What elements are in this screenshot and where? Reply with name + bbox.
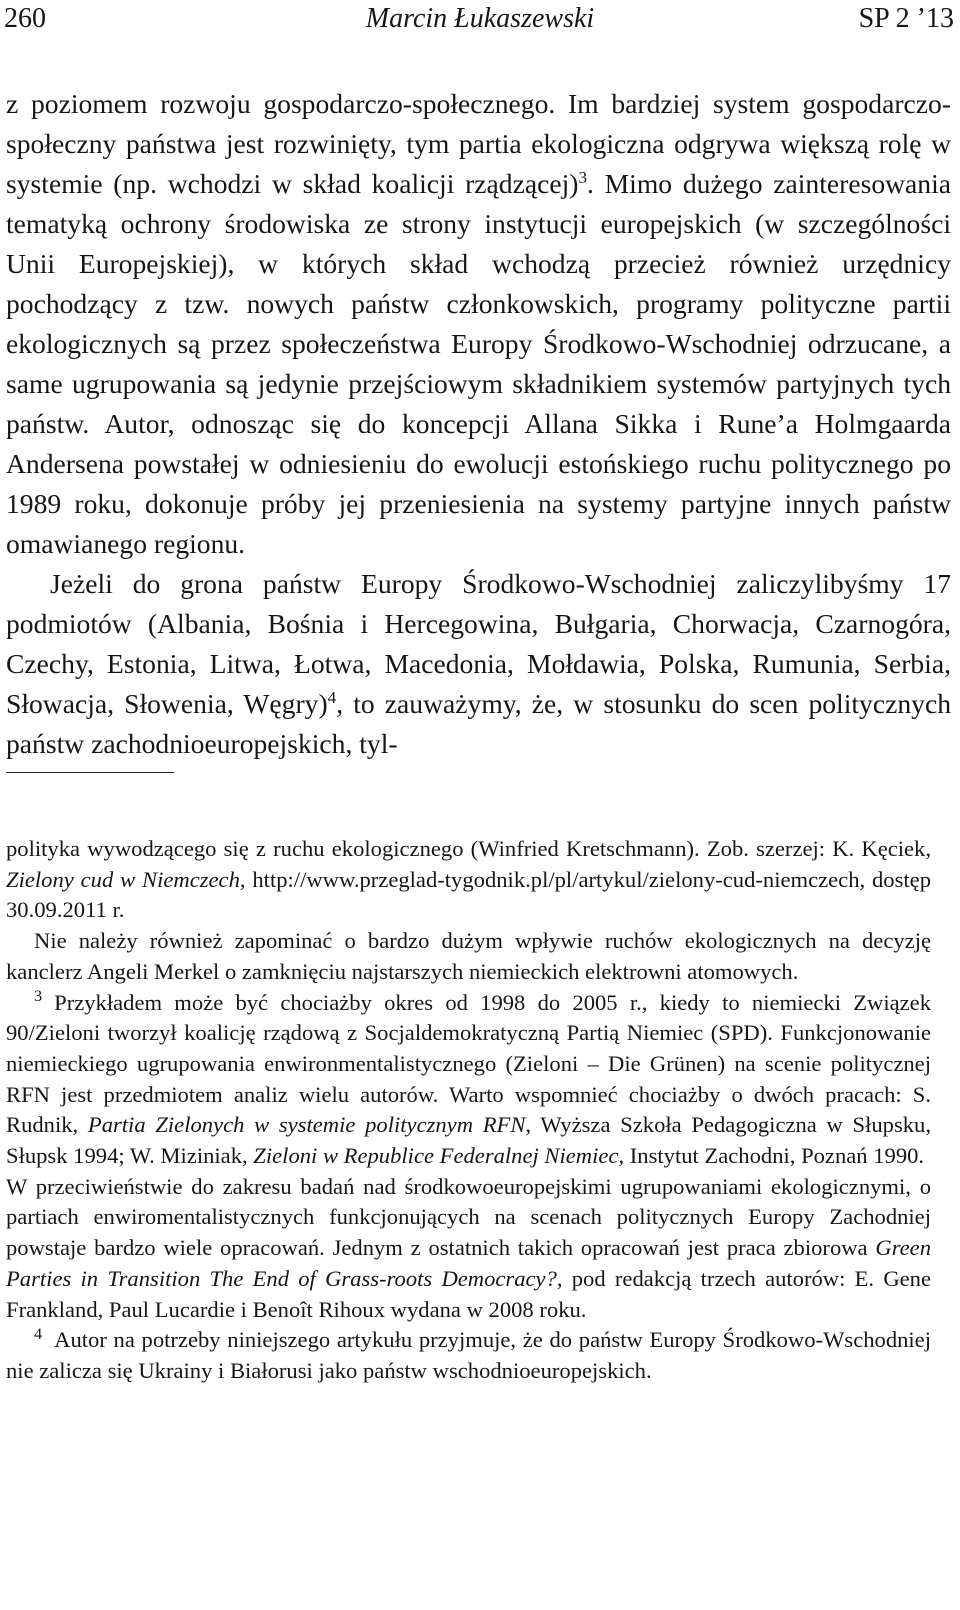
body-text-segment: z poziomem rozwoju gospodarczo-społecznego. Im bardziej system gospodarczo-społeczny państwa jest rozwinięty, tym partia ekologiczna odgrywa większą rolę w systemie (np. wchodzi w skład koalicji rządzącej) [6, 88, 951, 199]
footnote-4 [6, 1325, 931, 1386]
body-paragraph-2 [6, 564, 951, 764]
footnote-text: W przeciwieństwie do zakresu badań nad środkowoeuropejskimi ugrupowaniami ekologicznymi, o partiach enwiromentalistycznych funkcjonujących na scenach politycznych Europy Zachodniej powstaje bardzo wiele opracowań. Jednym z ostatnich takich opracowań jest praca zbiorowa [6, 1173, 931, 1261]
cited-title: Green Parties in Transition The End of Grass-roots Democracy? [6, 1235, 931, 1291]
footnotes-section [6, 834, 931, 1387]
footnote-text: , Wyższa Szkoła Pedagogiczna w Słupsku, Słupsk 1994; W. Miziniak, [6, 1112, 932, 1169]
page-number: 260 [4, 3, 46, 34]
footnote-3-continuation [6, 1172, 931, 1326]
body-text-segment: , to zauważymy, że, w stosunku do scen politycznych państw zachodnioeuropejskich, tyl- [6, 688, 951, 759]
footnote-text: , Instytut Zachodni, Poznań 1990. [618, 1143, 925, 1169]
body-paragraph-1 [6, 84, 951, 564]
journal-issue: SP 2 ’13 [858, 3, 954, 34]
cited-title: Zielony cud w Niemczech [6, 866, 240, 892]
footnote-number-3: 3 [34, 986, 43, 1005]
footnote-text: , pod redakcją trzech autorów: E. Gene Frankland, Paul Lucardie i Benoît Rihoux wydana w 2008 roku. [6, 1265, 931, 1322]
footnote-text: polityka wywodzącego się z ruchu ekologicznego (Winfried Kretschmann). Zob. szerzej: K. Kęciek, [6, 836, 931, 861]
footnote-number-4: 4 [34, 1324, 43, 1343]
main-body-text [6, 84, 951, 764]
running-author: Marcin Łukaszewski [365, 3, 595, 34]
footnote-reference-4[interactable]: 4 [327, 687, 337, 707]
footnote-text: Autor na potrzeby niniejszego artykułu przyjmuje, że do państw Europy Środkowo-Wschodniej nie zalicza się Ukrainy i Białorusi jako państw wschodnioeuropejskich. [6, 1327, 931, 1383]
footnote-separator [6, 772, 174, 773]
cited-title: Partia Zielonych w systemie politycznym RFN [87, 1112, 526, 1138]
footnote-text: Nie należy również zapominać o bardzo dużym wpływie ruchów ekologicznych na decyzję kanclerz Angeli Merkel o zamknięciu najstarszych niemieckich elektrowni atomowych. [6, 928, 931, 984]
footnote-reference-3[interactable]: 3 [578, 167, 587, 187]
body-text-segment: Jeżeli do grona państw Europy Środkowo-Wschodniej zaliczylibyśmy 17 podmiotów (Albania, Bośnia i Hercegowina, Bułgaria, Chorwacja, Czarnogóra, Czechy, Estonia, Litwa, Łotwa, Macedonia, Mołdawia, Polska, Rumunia, Serbia, Słowacja, Słowenia, Węgry) [6, 568, 951, 719]
footnote-3 [6, 988, 931, 1172]
footnote-continuation [6, 834, 931, 926]
footnote-text: Przykładem może być chociażby okres od 1998 do 2005 r., kiedy to niemiecki Związek 90/Zieloni tworzył koalicję rządową z Socjaldemokratyczną Partią Niemiec (SPD). Funkcjonowanie niemieckiego ugrupowania enwironmentalistycznego (Zieloni – Die Grünen) na scenie politycznej RFN jest przedmiotem analiz wielu autorów. Warto wspomnieć chociażby o dwóch pracach: S. Rudnik, [6, 989, 931, 1138]
running-header [0, 0, 960, 40]
footnote-merkel-paragraph [6, 926, 931, 987]
cited-title: Zieloni w Republice Federalnej Niemiec [253, 1143, 619, 1169]
body-text-segment: . Mimo dużego zainteresowania tematyką ochrony środowiska ze strony instytucji europejskich (w szczególności Unii Europejskiej), w których skład wchodzą przecież również urzędnicy pochodzący z tzw. nowych państw członkowskich, programy polityczne partii ekologicznych są przez społeczeństwa Europy Środkowo-Wschodniej odrzucane, a same ugrupowania są jedynie przejściowym składnikiem systemów partyjnych tych państw. Autor, odnosząc się do koncepcji Allana Sikka i Rune’a Holmgaarda Andersena powstałej w odniesieniu do ewolucji estońskiego ruchu politycznego po 1989 roku, dokonuje próby jej przeniesienia na systemy partyjne innych państw omawianego regionu. [6, 168, 951, 559]
footnote-text: , http://www.przeglad-tygodnik.pl/pl/artykul/zielony-cud-niemczech, dostęp 30.09.2011 r. [6, 866, 931, 923]
